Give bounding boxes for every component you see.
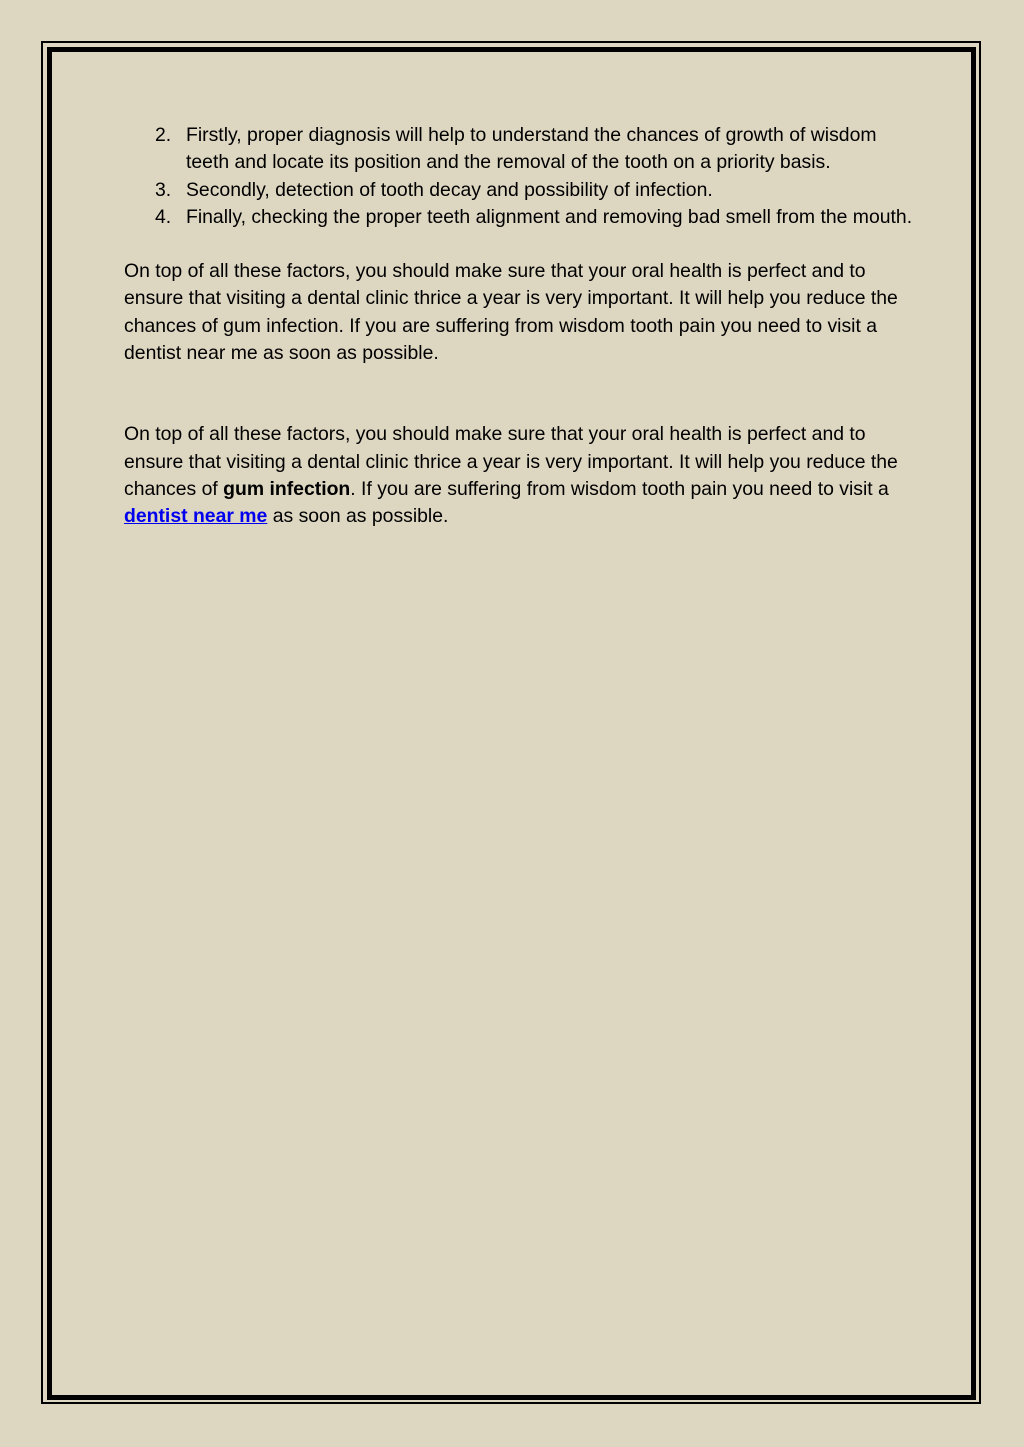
document-body: [124, 122, 914, 531]
paragraph-text: as soon as possible.: [267, 505, 449, 528]
list-item: [124, 122, 914, 177]
list-item: [124, 204, 914, 231]
list-item-text: Finally, checking the proper teeth alignment and removing bad smell from the mouth.: [186, 205, 913, 228]
list-item-number: 4.: [155, 205, 172, 228]
list-item-text: Secondly, detection of tooth decay and possibility of infection.: [186, 178, 713, 201]
paragraph-with-link: [124, 421, 914, 530]
list-item-number: 3.: [155, 178, 172, 201]
list-item: [124, 177, 914, 204]
list-item-number: 2.: [155, 124, 172, 146]
paragraph-text: . If you are suffering from wisdom tooth pain you need to visit a: [350, 477, 889, 500]
dentist-near-me-link[interactable]: dentist near me: [124, 505, 268, 528]
paragraph-text: On top of all these factors, you should make sure that your oral health is perfect and to ensure that visiting a dental clinic thrice a year is very important. It will help you reduce the chances of: [124, 423, 898, 500]
numbered-list: [124, 122, 914, 231]
list-item-text: Firstly, proper diagnosis will help to understand the chances of growth of wisdom teeth and locate its position and the removal of the tooth on a priority basis.: [186, 124, 877, 174]
paragraph-plain: On top of all these factors, you should make sure that your oral health is perfect and to ensure that visiting a dental clinic thrice a year is very important. It will help you reduce the chances of gum infection. If you are suffering from wisdom tooth pain you need to visit a dentist near me as soon as possible.: [124, 260, 898, 365]
gum-infection-bold-text: gum infection: [223, 477, 351, 500]
